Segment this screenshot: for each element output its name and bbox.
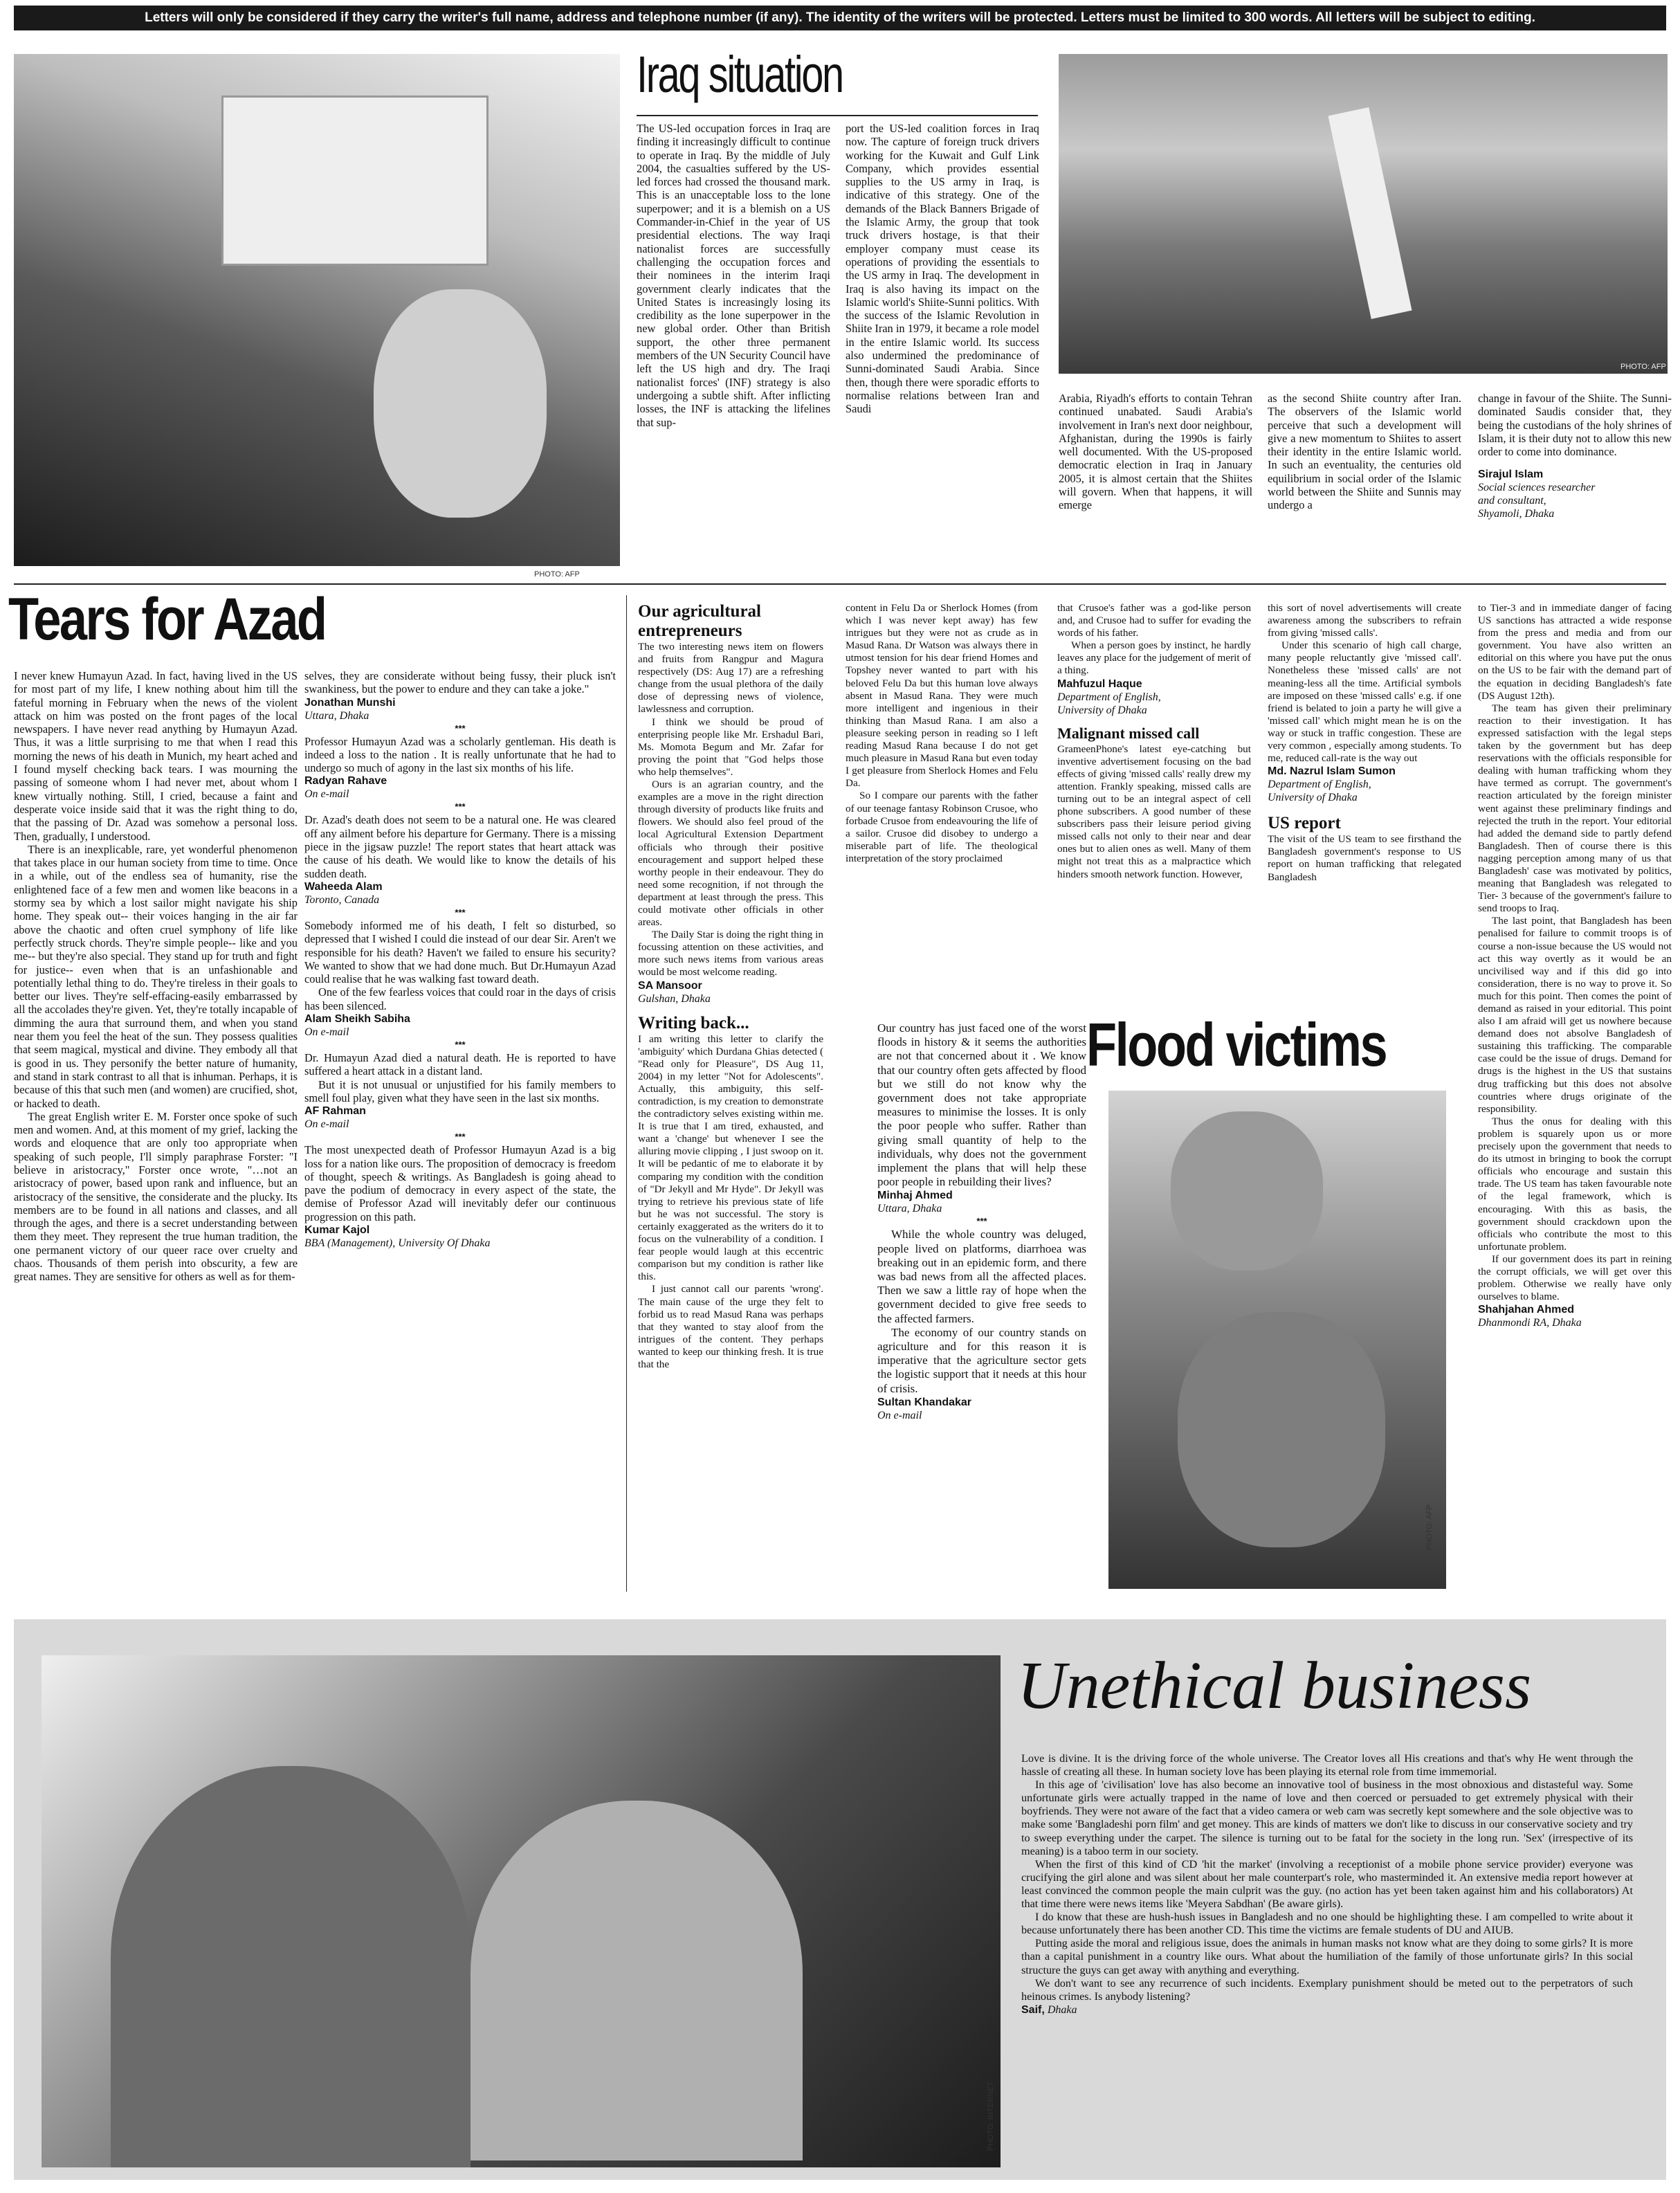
- iraq-paragraph-2: port the US-led coalition forces in Iraq now. The capture of foreign truck drivers working for the Kuwait and Gulf Link Company, which provides essential supplies to the US army in Iraq, is indicative of this strategy. One of the demands of the Black Banners Brigade of the Islamic Army, the group that took truck drivers hostage, is that their employer company must cease its operations of providing the essentials to the US army in Iraq. The development in Iraq is also having its impact on the Islamic world's Shiite-Sunni politics. With the success of the Islamic Revolution in Shiite Iran in 1979, it became a role model in the entire Islamic world. Its success also undermined the predominance of Sunni-dominated Saudi Arabia. Since then, though there were sporadic efforts to normalise relations between Iran and Saudi: [846, 122, 1039, 416]
- agri-paragraph-2: I think we should be proud of enterprising people like Mr. Ershadul Bari, Ms. Momota Begum and Mr. Zafar for proving the point that "God helps those who help themselves".: [638, 716, 823, 778]
- azad-letter-2: Professor Humayun Azad was a scholarly gentleman. His death is indeed a loss to the nation . It is really unfortunate that he had to undergo so much of agony in the last six months of his life.: [304, 734, 616, 775]
- us-report-paragraph-4: The last point, that Bangladesh has been penalised for failure to commit troops is of course a non-issue because the US would not act this way overtly as it would be an uncivilised way and if this did go into consideration, there is no way to prove it. So much for this point. Then comes the point of demand as raised in your editorial. This point also I am afraid will get us nowhere because demand does not absolve Bangladesh of sustaining this trafficking. The comparable case could be the issue of drugs. Demand for drugs is the highest in the US that sustains drug trafficking but this does not absolve countries where drugs originate of the responsibility.: [1478, 915, 1672, 1115]
- azad-letter-6: The most unexpected death of Professor Humayun Azad is a big loss for a nation like ours. The proposition of democracy is freedom of thought, speech & writings. As Bangladesh is going ahead to pave the podium of democracy in every aspect of the state, the demise of Professor Azad will inevitably defer our continuous progression on this path.: [304, 1143, 616, 1223]
- azad-family-photo: [14, 54, 620, 566]
- unethical-paragraph-3: When the first of this kind of CD 'hit the market' (involving a receptionist of a mobile phone service provider) everyone was crucifying the girl alone and was silent about her male counterpart's role, who masterminded it. An extensive media report however at least convinced the common people the main culprit was the guy. (no action has yet been taken against him and his collaborators) At that time there were news items like 'Meyera Sabdhan' (Be aware girls).: [1021, 1857, 1633, 1911]
- azad-letter-3: Dr. Azad's death does not seem to be a natural one. He was cleared off any ailment before his departure for Germany. There is a missing piece in the jigsaw puzzle! The report states that heart attack was the cause of his death. We would like to know the details of his sudden death.: [304, 813, 616, 880]
- iraq-column-1: [637, 122, 830, 563]
- azad-sig-5: AF Rahman: [304, 1105, 366, 1118]
- unethical-paragraph-5: Putting aside the moral and religious issue, does the animals in human masks not know what are they doing to some girls? It is more than a capital punishment in a country like ours. What about the humiliation of the family of those unfortunate girls? In this social structure the guys can get away with anything and everything.: [1021, 1937, 1633, 1976]
- letter-separator: ***: [455, 1131, 466, 1143]
- letter-separator: ***: [455, 1039, 466, 1050]
- azad-column-2: [304, 669, 616, 1590]
- azad-letter-5-b: But it is not unusual or unjustified for his family members to smell foul play, given what they have seen in the last six months.: [304, 1077, 616, 1104]
- iraq-headline: Iraq situation: [637, 46, 843, 103]
- azad-photo-credit: PHOTO: AFP: [534, 570, 580, 579]
- writing-column-2: [846, 602, 1038, 990]
- azad-sig-6-place: BBA (Management), University Of Dhaka: [304, 1237, 491, 1250]
- iraq-author-location: Shyamoli, Dhaka: [1478, 508, 1555, 520]
- iraq-title-rule: [637, 115, 1038, 116]
- unethical-text: [1021, 1752, 1633, 2174]
- azad-sig-4: Alam Sheikh Sabiha: [304, 1013, 410, 1026]
- iraq-paragraph-1: The US-led occupation forces in Iraq are finding it increasingly difficult to continue to operate in Iraq. By the middle of July 2004, the casualties suffered by the US-led forces had crossed the thousand mark. This is an unacceptable loss to the lone superpower; and it is a blemish on a US Commander-in-Chief in the year of US presidential elections. The way Iraqi nationalist forces are successfully challenging the occupation forces and their nominees in the interim Iraqi government clearly indicates that the United States is increasingly losing its credibility as the lone superpower in the new global order. Other than British support, the other three permanent members of the UN Security Council have left the US high and dry. The Iraqi nationalist forces' (INF) strategy is also undergoing a subtle shift. After inflicting losses, the INF is attacking the lifelines that sup-: [637, 122, 830, 429]
- flood-sig-2-place: On e-mail: [877, 1409, 922, 1421]
- azad-sig-3: Waheeda Alam: [304, 880, 383, 893]
- agri-paragraph-3: Ours is an agrarian country, and the examples are a move in the right direction through diversity of products like fruits and flowers. We should also feel proud of the local Agricultural Extension Department officials who through their positive encouragement and support helped these worthy people in their endeavour. They do need some recognition, if not through the department at least through the press. This could motivate other officials in other areas.: [638, 779, 823, 929]
- writing-sig: Mahfuzul Haque: [1057, 677, 1142, 690]
- iraq-author: Sirajul Islam: [1478, 468, 1544, 481]
- azad-letter-5: Dr. Humayun Azad died a natural death. He is reported to have suffered a heart attack in a distant land.: [304, 1051, 616, 1078]
- azad-column-1: [14, 669, 298, 1590]
- azad-paragraph-1: I never knew Humayun Azad. In fact, having lived in the US for most part of my life, I knew nothing about him till the fateful morning in February when the news of the violent attack on him was posted on the front pages of the local newspapers. I have never read anything by Humayun Azad. Thus, it was a little surprising to me that when I read this morning the news of his death in Munich, my heart ached and I found myself checking back tears. I was mourning the passing of someone whom I had never met, about whom I knew virtually nothing. Still, I cried, because a faint and desperate voice inside said that it was the right thing to do, that the passing of Dr. Azad was somehow a personal loss. Then, gradually, I understood.: [14, 669, 298, 843]
- flood-sig-1-place: Uttara, Dhaka: [877, 1203, 942, 1215]
- unethical-sig-place: Dhaka: [1047, 2003, 1077, 2016]
- azad-headline: Tears for Azad: [8, 586, 326, 653]
- azad-sig-4-place: On e-mail: [304, 1026, 349, 1039]
- iraq-author-role: Social sciences researcher: [1478, 482, 1596, 494]
- iraq-column-5: [1478, 392, 1672, 565]
- letters-policy-banner: Letters will only be considered if they carry the writer's full name, address and telephone number (if any). The identity of the writers will be protected. Letters must be limited to 300 words. All letters will be subject to editing.: [14, 6, 1666, 30]
- iraq-street-photo: [1059, 54, 1668, 374]
- flood-victims-photo: [1108, 1091, 1446, 1589]
- iraq-column-2: [846, 122, 1039, 563]
- unethical-paragraph-6: We don't want to see any recurrence of such incidents. Exemplary punishment should be meted out to the perpetrators of such heinous crimes. Is anybody listening?: [1021, 1976, 1633, 2003]
- agri-sig: SA Mansoor: [638, 979, 702, 992]
- flood-photo-credit: PHOTO: AFP: [1425, 1504, 1434, 1550]
- missed-paragraph-3: Under this scenario of high call charge, many people reluctantly give 'missed call'. Nonetheless these 'missed calls' are not meaning-less all the time. Artificial symbols are imposed on these 'missed calls' e.g. if one friend is belated to join a party he will give a 'missed call' which might mean he is on the way or stuck in traffic congestion. These are very common , especially among students. To me, reduced call-rate is the way out: [1268, 639, 1461, 765]
- unethical-business-illustration: [42, 1655, 1001, 2167]
- us-report-paragraph-5: Thus the onus for dealing with this problem is squarely upon us or more precisely upon the government that needs to do its utmost in bringing to book the corrupt officials who encourage and sustain this trade. The US team has taken favourable note of the legal framework, which is encouraging. With this as basis, the government should crackdown upon the officials who contribute the most to this unfortunate problem.: [1478, 1115, 1672, 1253]
- flood-sig-2: Sultan Khandakar: [877, 1396, 972, 1408]
- missed-call-headline: Malignant missed call: [1057, 724, 1200, 742]
- us-report-paragraph-3: The team has given their preliminary reaction to their investigation. It has expressed satisfaction with the legal steps taken by the government but has deep reservations with the officials responsible for dealing with human trafficking whom they have termed as corrupt. The government's reaction articulated by the foreign minister went against these preliminary findings and rejected the truth in the report. Your editorial had added the demand side to partly defend Bangladesh. Then of course there is this nagging perception among many of us that Bangladesh' case was motivated by politics, meaning that Bangladesh was relegated to Tier- 3 because of the government's failure to send troops to Iraq.: [1478, 702, 1672, 915]
- column-rule: [626, 595, 627, 1592]
- azad-sig-2-place: On e-mail: [304, 788, 349, 801]
- writing-sig-univ: University of Dhaka: [1057, 704, 1147, 716]
- agri-headline-2: entrepreneurs: [638, 621, 742, 640]
- azad-sig-5-place: On e-mail: [304, 1118, 349, 1131]
- iraq-column-3: [1059, 392, 1252, 563]
- missed-sig-dept: Department of English,: [1268, 779, 1371, 791]
- us-report-paragraph-2: to Tier-3 and in immediate danger of facing US sanctions has attracted a wide response from the press and media and from our government. You have also written an editorial on this where you have put the onus on the US to be fair with the demand part of the equation in deciding Bangladesh's fate (DS August 12th).: [1478, 602, 1672, 702]
- unethical-sig: Saif,: [1021, 2003, 1045, 2016]
- agri-paragraph-1: The two interesting news item on flowers and fruits from Rangpur and Magura respectively (DS: Aug 17) are a refreshing change from the usual plethora of the daily dose of depressing news of violence, lawlessness and corruption.: [638, 641, 823, 716]
- unethical-paragraph-2: In this age of 'civilisation' love has also become an innovative tool of business in the most obnoxious and distasteful way. Some unfortunate girls were actually trapped in the name of love and then coerced or persuaded to get extremely physical with their boyfriends. They were not aware of the fact that a video camera or web cam was secretly kept somewhere and the sole objective was to make some 'Bangladeshi porn film' and get money. This are kinds of matters we don't like to discuss in our conservative society and try to sweep everything under the carpet. The silence is turning out to be fatal for the society in the long run. 'Sex' (irrespective of its meaning) is a taboo term in our society.: [1021, 1778, 1633, 1857]
- missed-call-column-1: [1057, 602, 1251, 990]
- azad-sig-3-place: Toronto, Canada: [304, 893, 380, 906]
- letter-separator: ***: [976, 1216, 987, 1227]
- missed-call-column-2: [1268, 602, 1461, 990]
- iraq-paragraph-5: change in favour of the Shiite. The Sunni-dominated Saudis consider that, they being the custodians of the holy shrines of Islam, it is their duty not to allow this new order to come into dominance.: [1478, 392, 1672, 459]
- azad-sig-2: Radyan Rahave: [304, 775, 387, 788]
- writing-back-headline: Writing back...: [638, 1013, 749, 1032]
- iraq-paragraph-3: Arabia, Riyadh's efforts to contain Tehran continued unabated. Saudi Arabia's involvement in Iran's next door neighbour, Afghanistan, during the 1990s is fairly well documented. With the US-proposed democratic election in Iraq in January 2005, it is almost certain that the Shiites will govern. When that happens, it will emerge: [1059, 392, 1252, 512]
- us-report-column: [1478, 602, 1672, 1571]
- writing-paragraph-2: I just cannot call our parents 'wrong'. The main cause of the urge they felt to forbid us to read Masud Rana was perhaps that they wanted to stay aloof from the intrigues of the content. They perhaps wanted to keep our thinking fresh. It is true that the: [638, 1283, 823, 1370]
- azad-paragraph-2: There is an inexplicable, rare, yet wonderful phenomenon that takes place in our human society from time to time. Once in a while, out of the endless sea of humanity, rise the enlightened face of a few men and women like beacons in a stormy sea by which a lost sailor might navigate his ship home. They speak out-- their voices hanging in the air far above the chaotic and often cruel symphony of life like perfectly struck chords. They're simple people-- like and you me-- but they're also special. They stand up for truth and fight for justice-- even when that is an unfashionable and potentially lethal thing to do. They're tireless in their goals to better our lives. They're self-effacing-easily embarrassed by all the accolades they're given. Yet, they're totally incapable of dimming the aura that surround them, and when you stand near them you feel the heat of the sun. They possess qualities that seem magical, mystical and divine. They embody all that is good in us. They personify the better nature of humanity, and stand in stark contrast to all that is inhuman. Perhaps, it is because of this that such men (and women) are crucified, shot, or hacked to death.: [14, 842, 298, 1110]
- iraq-author-role-2: and consultant,: [1478, 495, 1546, 507]
- unethical-photo-credit: PHOTO: INTERNET: [987, 2081, 995, 2151]
- section-divider: [14, 583, 1666, 585]
- flood-paragraph-2: While the whole country was deluged, people lived on platforms, diarrhoea was breaking out in an epidemic form, and there was bad news from all the affected places. Then we saw a little ray of hope when the government decided to give free seeds to the affected farmers.: [877, 1228, 1086, 1325]
- writing-paragraph-5: that Crusoe's father was a god-like person and, and Crusoe had to suffer for evading the words of his father.: [1057, 602, 1251, 639]
- iraq-column-4: [1268, 392, 1461, 563]
- agri-headline-1: Our agricultural: [638, 602, 762, 621]
- missed-paragraph-2: this sort of novel advertisements will create awareness among the subscribers to refrain from giving 'missed calls'.: [1268, 602, 1461, 639]
- unethical-paragraph-4: I do know that these are hush-hush issues in Bangladesh and no one should be highlighting these. I am compelled to write about it because unfortunately there has been another CD. This time the victims are female students of DU and AIUB.: [1021, 1911, 1633, 1937]
- us-report-headline: US report: [1268, 814, 1341, 833]
- letter-separator: ***: [455, 801, 466, 812]
- letter-separator: ***: [455, 907, 466, 918]
- azad-sig-1: Jonathan Munshi: [304, 696, 396, 709]
- unethical-headline: Unethical business: [1017, 1648, 1532, 1723]
- letter-separator: ***: [455, 722, 466, 734]
- us-report-sig-place: Dhanmondi RA, Dhaka: [1478, 1317, 1582, 1329]
- writing-paragraph-3: content in Felu Da or Sherlock Homes (from which I was never kept away) has few intrigues but they were not as crude as in Masud Rana. Dr Watson was always there in utmost tension for his dear friend Homes and Topshey never wanted to part with his beloved Felu Da but this human love always absent in Masud Rana. They were much more intelligent and ingenious in their thinking than Masud Rana. I am also a pleasure seeking person in reading so I left reading Masud Rana because I do not get much pleasure in Masud Rana but even today I get pleasure from Sherlock Homes and Felu Da.: [846, 602, 1038, 790]
- azad-letter-4: Somebody informed me of his death, I felt so disturbed, so depressed that I wished I could die instead of our dear Sir. Aren't we responsible for his death? Haven't we failed to ensure his security? We wanted to show that we had done much. But Dr.Humayun Azad could realise that he was walking fast toward death.: [304, 918, 616, 986]
- flood-sig-1: Minhaj Ahmed: [877, 1190, 953, 1202]
- agri-sig-place: Gulshan, Dhaka: [638, 992, 711, 1005]
- writing-sig-dept: Department of English,: [1057, 691, 1161, 703]
- unethical-paragraph-1: Love is divine. It is the driving force of the whole universe. The Creator loves all His creations and that's why He went through the hassle of creating all these. In human society love has been playing its eternal role from time immemorial.: [1021, 1752, 1633, 1778]
- us-report-paragraph-1: The visit of the US team to see firsthand the Bangladesh government's response to US report on human trafficking that relegated Bangladesh: [1268, 833, 1461, 883]
- azad-letter-1-end: selves, they are considerate without being fussy, their pluck isn't swankiness, but the power to endure and they can take a joke.": [304, 669, 616, 696]
- agri-paragraph-4: The Daily Star is doing the right thing in focussing attention on these activities, and more such news items from various areas would be most welcome reading.: [638, 929, 823, 979]
- flood-paragraph-1: Our country has just faced one of the worst floods in history & it seems the authorities are not that concerned about it . We know that our country often gets affected by flood but we still do not know why the government does not take appropriate measures to minimise the losses. It is only the poor people who suffer. Rather than giving small quantity of help to the individuals, why does not the government implement the plans that will help these poor people in rebuilding their lives?: [877, 1021, 1086, 1189]
- us-report-paragraph-6: If our government does its part in reining the corrupt officials, we will get over this problem. Otherwise we really have only ourselves to blame.: [1478, 1253, 1672, 1303]
- azad-paragraph-3: The great English writer E. M. Forster once spoke of such men and women. And, at this moment of my grief, lacking the words and eloquence that are only too appropriate when speaking of such people, I'll simply paraphrase Forster: "I believe in aristocracy," Forster once wrote, "…not an aristocracy of power, based upon rank and influence, but an aristocracy of the sensitive, the considerate and the plucky. Its members are to be found in all nations and classes, and all through the ages, and there is a secret understanding between them they meet. They represent the true human tradition, the one permanent victory of our queer race over cruelty and chaos. Thousands of them perish into obscurity, a few are great names. They are sensitive for others as well as for them-: [14, 1109, 298, 1284]
- us-report-sig: Shahjahan Ahmed: [1478, 1304, 1574, 1316]
- missed-sig-univ: University of Dhaka: [1268, 792, 1358, 804]
- iraq-paragraph-4: as the second Shiite country after Iran. The observers of the Islamic world perceive that such a development will give a new momentum to Shiites to assert their identity in the entire Islamic world. In such an eventuality, the centuries old equilibrium in social order of the Islamic world between the Shiite and Sunnis may undergo a: [1268, 392, 1461, 512]
- iraq-photo-credit: PHOTO: AFP: [1620, 363, 1666, 371]
- agri-column: [638, 602, 823, 1592]
- writing-paragraph-6: When a person goes by instinct, he hardly leaves any place for the judgement of merit of a thing.: [1057, 639, 1251, 677]
- missed-sig: Md. Nazrul Islam Sumon: [1268, 765, 1396, 778]
- azad-sig-1-place: Uttara, Dhaka: [304, 709, 369, 722]
- azad-letter-4-b: One of the few fearless voices that could roar in the days of crisis has been silenced.: [304, 985, 616, 1012]
- flood-headline: Flood victims: [1086, 1010, 1387, 1079]
- writing-paragraph-4: So I compare our parents with the father of our teenage fantasy Robinson Crusoe, who forbade Crusoe from endeavouring the life of a sailor. Crusoe did disobey to undergo a miserable part of life. The theological interpretation of the story proclaimed: [846, 790, 1038, 864]
- writing-paragraph-1: I am writing this letter to clarify the 'ambiguity' which Durdana Ghias detected ( "Read only for Pleasure", DS Aug 11, 2004) in my letter "Not for Adolescents". Actually, this ambiguity, this self- contradiction, is my creation to demonstrate the contradictory selves existing within me. It is true that I am tired, exhausted, and want a 'change' but whenever I see the alluring movie clipping , I just swoop on it. It will be pedantic of me to elaborate it by comparing my condition with the condition of "Dr Jekyll and Mr Hyde". Dr Jekyll was trying to retrieve his previous state of life but he was not successful. The story is certainly exaggerated as the writers do it to focus on the vulnerability of a condition. I fear people would laugh at this eccentric comparison but my condition is rather like this.: [638, 1032, 823, 1283]
- missed-paragraph-1: GrameenPhone's latest eye-catching but inventive advertisement focusing on the bad effects of giving 'missed calls' really drew my attention. Frankly speaking, missed calls are turning out to be an integral aspect of cell phone subscribers. A good number of these subscribers pass their leisure period giving missed calls not only to their near and dear ones but to alien ones as well. Many of them might not treat this as a malpractice which hinders smooth network function. However,: [1057, 743, 1251, 880]
- flood-column: [877, 1021, 1086, 1592]
- flood-paragraph-3: The economy of our country stands on agriculture and for this reason it is imperative that the agriculture sector gets the logistic support that it needs at this hour of crisis.: [877, 1325, 1086, 1395]
- azad-sig-6: Kumar Kajol: [304, 1224, 370, 1237]
